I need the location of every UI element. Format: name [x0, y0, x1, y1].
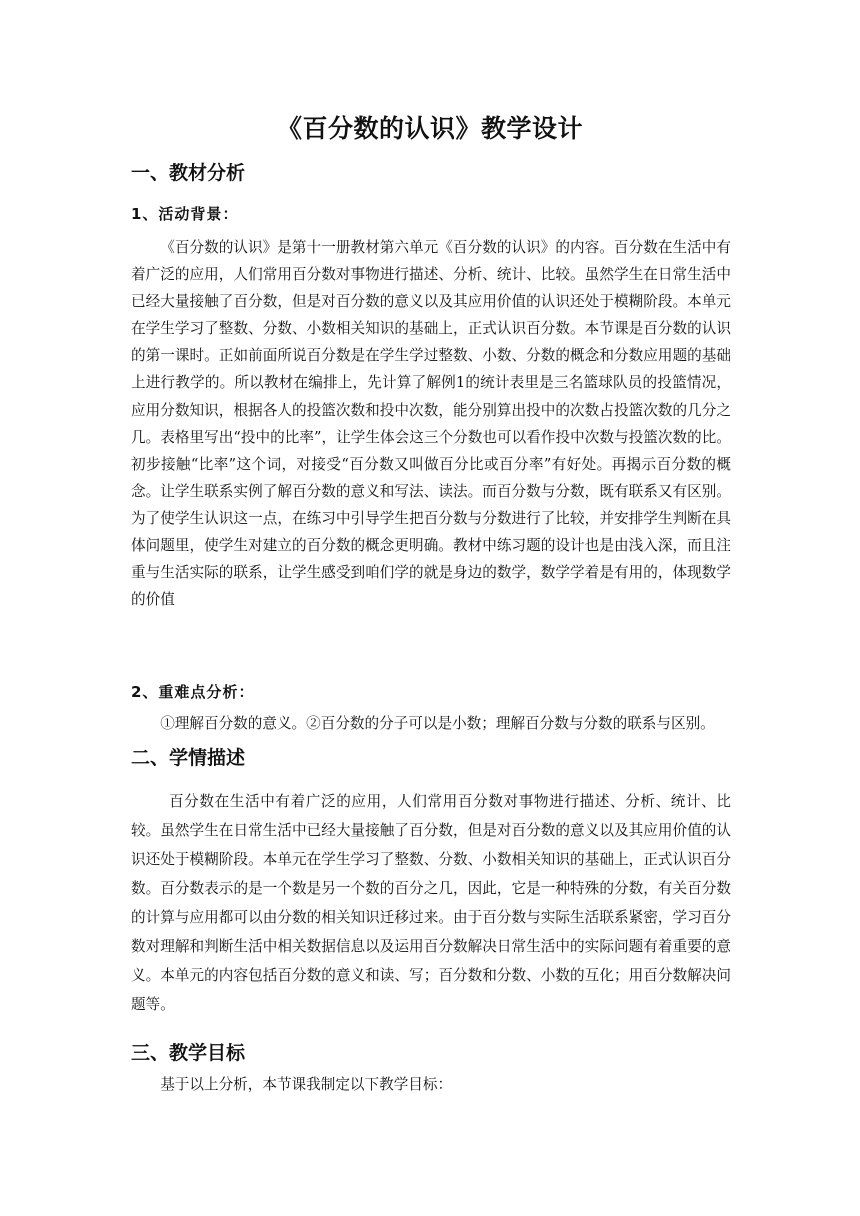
- paragraph-teaching-objectives-intro: 基于以上分析，本节课我制定以下教学目标：: [160, 1076, 453, 1093]
- paragraph-key-difficulties: ①理解百分数的意义。②百分数的分子可以是小数；理解百分数与分数的联系与区别。: [160, 715, 715, 732]
- section-heading-learner-situation: 二、学情描述: [131, 747, 246, 769]
- subheading-activity-background: 1、活动背景：: [131, 205, 239, 223]
- paragraph-activity-background: 《百分数的认识》是第十一册教材第六单元《百分数的认识》的内容。百分数在生活中有着广泛的应用，人们常用百分数对事物进行描述、分析、统计、比较。虽然学生在日常生活中已经大量接触了百分数，但是对百分数的意义以及其应用价值的认识还处于模糊阶段。本单元在学生学习了整数、分数、小数相关知识的基础上，正式认识百分数。本节课是百分数的认识的第一课时。正如前面所说百分数是在学生学过整数、小数、分数的概念和分数应用题的基础上进行教学的。所以教材在编排上，先计算了解例1的统计表里是三名篮球队员的投篮情况，应用分数知识，根据各人的投篮次数和投中次数，能分别算出投中的次数占投篮次数的几分之几。表格里写出“投中的比率”，让学生体会这三个分数也可以看作投中次数与投篮次数的比。初步接触“比率”这个词，对接受“百分数又叫做百分比或百分率”有好处。再揭示百分数的概念。让学生联系实例了解百分数的意义和写法、读法。而百分数与分数，既有联系又有区别。为了使学生认识这一点，在练习中引导学生把百分数与分数进行了比较，并安排学生判断在具体问题里，使学生对建立的百分数的概念更明确。教材中练习题的设计也是由浅入深，而且注重与生活实际的联系，让学生感受到咱们学的就是身边的数学，数学学着是有用的，体现数学的价值: [131, 239, 731, 609]
- section-heading-textbook-analysis: 一、教材分析: [131, 162, 246, 184]
- section-heading-teaching-objectives: 三、教学目标: [131, 1042, 246, 1064]
- subheading-key-difficulties: 2、重难点分析：: [131, 683, 255, 701]
- document-title: 《百分数的认识》教学设计: [276, 114, 583, 143]
- paragraph-learner-situation: 百分数在生活中有着广泛的应用，人们常用百分数对事物进行描述、分析、统计、比较。虽然学生在日常生活中已经大量接触了百分数，但是对百分数的意义以及其应用价值的认识还处于模糊阶段。本单元在学生学习了整数、分数、小数相关知识的基础上，正式认识百分数。百分数表示的是一个数是另一个数的百分之几，因此，它是一种特殊的分数，有关百分数的计算与应用都可以由分数的相关知识迁移过来。由于百分数与实际生活联系紧密，学习百分数对理解和判断生活中相关数据信息以及运用百分数解决日常生活中的实际问题有着重要的意义。本单元的内容包括百分数的意义和读、写；百分数和分数、小数的互化；用百分数解决问题等。: [131, 793, 731, 1013]
